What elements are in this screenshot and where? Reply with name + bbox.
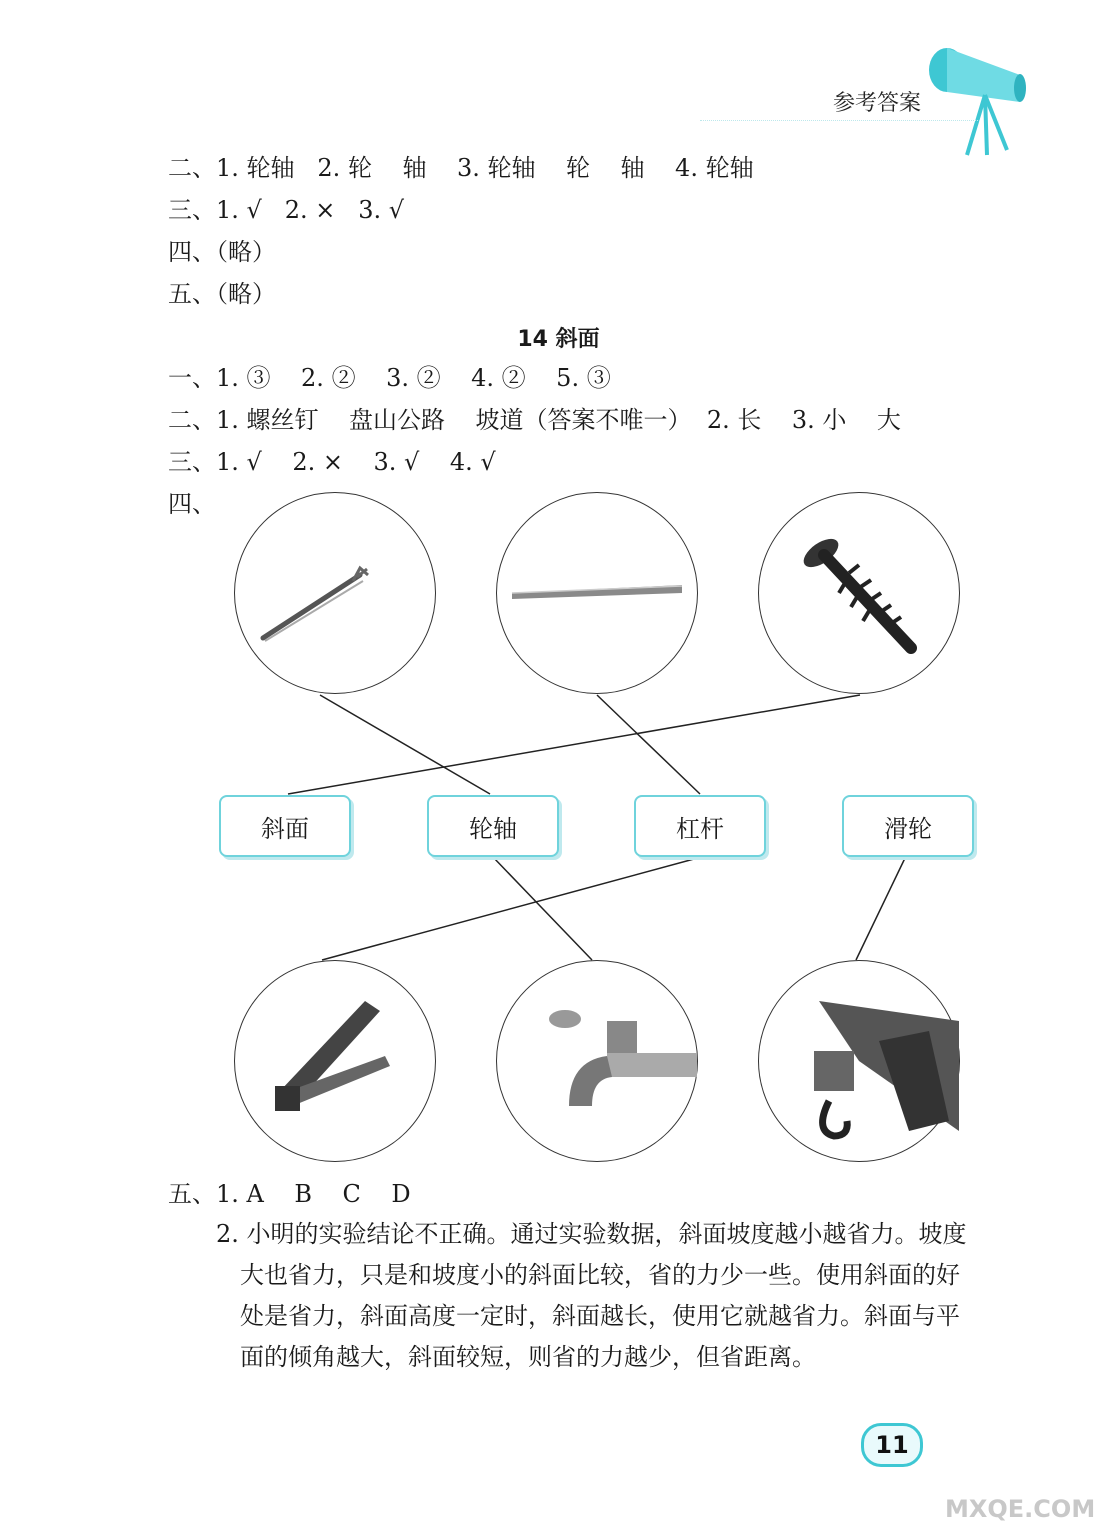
connector-line [597, 695, 700, 794]
box-pulley: 滑轮 [842, 795, 974, 857]
screw-icon [759, 493, 959, 693]
paragraph-line: 处是省力，斜面高度一定时，斜面越长，使用它就越省力。斜面与平 [240, 1302, 960, 1330]
image-circle-nail-clipper [234, 960, 436, 1162]
connector-line [492, 856, 592, 960]
connector-line [320, 695, 490, 794]
paragraph-line: 面的倾角越大，斜面较短，则省的力越少，但省距离。 [240, 1343, 816, 1371]
image-circle-tweezers [234, 492, 436, 694]
header-title: 参考答案 [833, 91, 922, 116]
faucet-icon [497, 961, 697, 1161]
image-circle-screw [758, 492, 960, 694]
section-title: 14 斜面 [517, 327, 600, 352]
paragraph-line: 2. 小明的实验结论不正确。通过实验数据，斜面坡度越小越省力。坡度 [216, 1220, 967, 1248]
paragraph-line: 大也省力，只是和坡度小的斜面比较，省的力少一些。使用斜面的好 [240, 1261, 960, 1289]
image-circle-tongs [496, 492, 698, 694]
answer-line: 二、1. 轮轴 2. 轮 轴 3. 轮轴 轮 轴 4. 轮轴 [168, 154, 754, 182]
box-inclined-plane: 斜面 [219, 795, 351, 857]
tweezers-icon [235, 493, 435, 693]
crane-hook-icon [759, 961, 959, 1161]
answer-line: 五、（略） [168, 280, 276, 308]
watermark: MXQE.COM [945, 1495, 1096, 1523]
answer-line: 三、1. √ 2. × 3. √ [168, 196, 405, 224]
page-number: 11 [861, 1423, 923, 1467]
connector-line [288, 695, 860, 794]
tongs-icon [497, 493, 697, 693]
image-circle-faucet [496, 960, 698, 1162]
answer-paragraph [216, 1214, 985, 1378]
image-circle-crane [758, 960, 960, 1162]
answer-line: 二、1. 螺丝钉 盘山公路 坡道（答案不唯一） 2. 长 3. 小 大 [168, 406, 901, 434]
box-wheel-axle: 轮轴 [427, 795, 559, 857]
answer-line: 五、1. A B C D [168, 1180, 411, 1208]
nail-clipper-icon [235, 961, 435, 1161]
answer-line: 三、1. √ 2. × 3. √ 4. √ [168, 448, 496, 476]
answer-line: 四、 [168, 490, 216, 518]
connector-line [856, 856, 906, 960]
answer-line: 四、（略） [168, 238, 276, 266]
answer-line: 一、1. ③ 2. ② 3. ② 4. ② 5. ③ [168, 364, 611, 392]
connector-line [322, 856, 705, 960]
box-lever: 杠杆 [634, 795, 766, 857]
